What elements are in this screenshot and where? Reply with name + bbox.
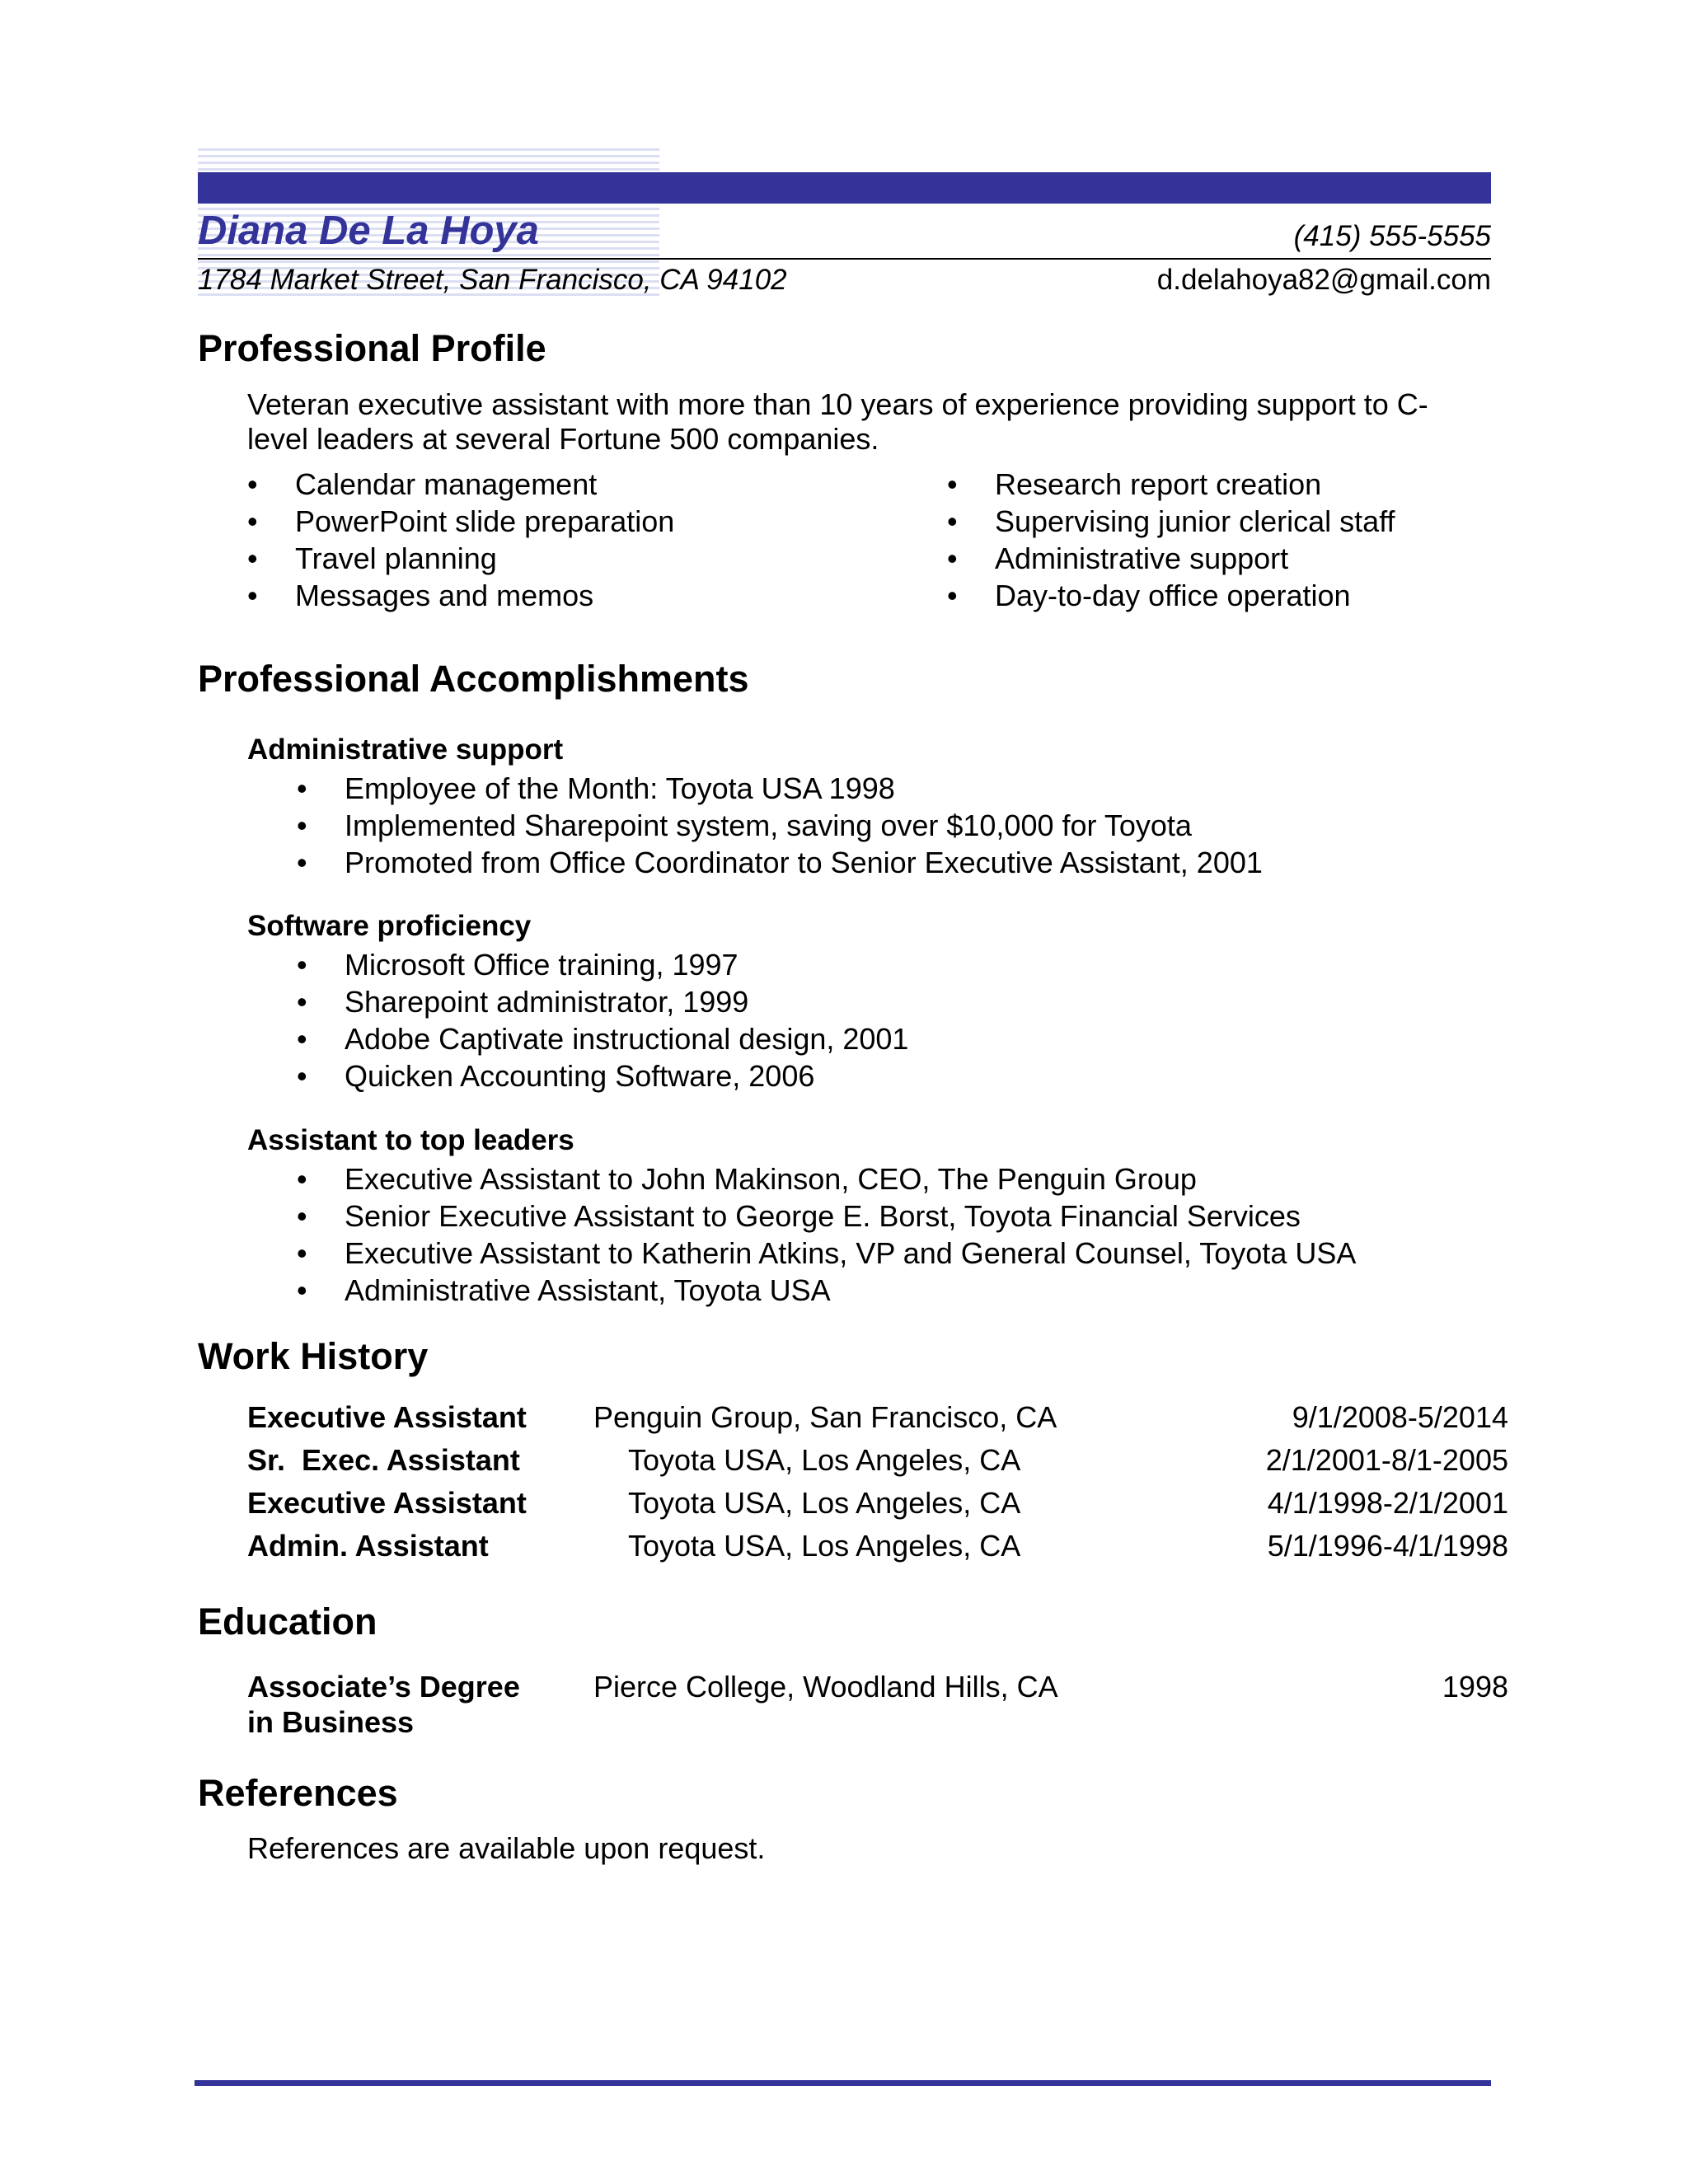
job-title: Executive Assistant xyxy=(247,1486,527,1520)
skill-item: • Research report creation xyxy=(995,466,1395,503)
work-history-row xyxy=(247,1439,1508,1482)
accomplishment-item: • Sharepoint administrator, 1999 xyxy=(345,983,908,1020)
job-dates: 9/1/2008-5/2014 xyxy=(1292,1400,1508,1434)
accomplishment-item: • Executive Assistant to John Makinson, CEO, The Penguin Group xyxy=(345,1160,1356,1197)
job-company: Penguin Group, San Francisco, CA xyxy=(593,1400,1057,1434)
accomplishment-group-heading: Software proficiency xyxy=(247,910,532,942)
accomplishment-group-heading: Assistant to top leaders xyxy=(247,1124,574,1156)
header-divider xyxy=(198,258,1491,260)
accomplishment-item: • Employee of the Month: Toyota USA 1998 xyxy=(345,770,1263,807)
header-accent-bar xyxy=(198,172,1491,204)
accomplishment-item: • Quicken Accounting Software, 2006 xyxy=(345,1057,908,1094)
accomplishment-item: • Implemented Sharepoint system, saving over $10,000 for Toyota xyxy=(345,807,1263,844)
skill-item: • Day-to-day office operation xyxy=(995,577,1395,614)
job-dates: 4/1/1998-2/1/2001 xyxy=(1267,1486,1508,1520)
email-address: d.delahoya82@gmail.com xyxy=(1156,264,1491,296)
street-address: 1784 Market Street, San Francisco, CA 94102 xyxy=(198,264,787,296)
accomplishment-item: • Microsoft Office training, 1997 xyxy=(345,946,908,983)
accomplishment-list xyxy=(345,770,1263,881)
work-history-row xyxy=(247,1525,1508,1568)
skill-item: • Messages and memos xyxy=(295,577,674,614)
accomplishment-item: • Senior Executive Assistant to George E. Borst, Toyota Financial Services xyxy=(345,1197,1356,1235)
skill-item: • PowerPoint slide preparation xyxy=(295,503,674,540)
skills-list-right xyxy=(995,466,1395,614)
work-history-row xyxy=(247,1396,1508,1439)
skills-list-left xyxy=(295,466,674,614)
section-title-references: References xyxy=(198,1772,398,1814)
accomplishment-item: • Promoted from Office Coordinator to Senior Executive Assistant, 2001 xyxy=(345,844,1263,881)
job-title: Sr. Exec. Assistant xyxy=(247,1443,520,1477)
accomplishment-list xyxy=(345,1160,1356,1309)
phone-number: (415) 555-5555 xyxy=(1293,220,1491,252)
accomplishment-item: • Administrative Assistant, Toyota USA xyxy=(345,1272,1356,1309)
skill-item: • Travel planning xyxy=(295,540,674,577)
skill-item: • Administrative support xyxy=(995,540,1395,577)
section-title-accomplishments: Professional Accomplishments xyxy=(198,658,749,700)
section-title-work-history: Work History xyxy=(198,1335,429,1377)
job-company: Toyota USA, Los Angeles, CA xyxy=(628,1443,1021,1477)
section-title-profile: Professional Profile xyxy=(198,327,546,369)
job-company: Toyota USA, Los Angeles, CA xyxy=(628,1486,1021,1520)
skill-item: • Calendar management xyxy=(295,466,674,503)
work-history-row xyxy=(247,1482,1508,1525)
job-dates: 2/1/2001-8/1-2005 xyxy=(1265,1443,1508,1477)
accomplishment-item: • Executive Assistant to Katherin Atkins, VP and General Counsel, Toyota USA xyxy=(345,1235,1356,1272)
references-text: References are available upon request. xyxy=(247,1831,766,1865)
skill-item: • Supervising junior clerical staff xyxy=(995,503,1395,540)
job-company: Toyota USA, Los Angeles, CA xyxy=(628,1529,1021,1563)
candidate-name: Diana De La Hoya xyxy=(198,209,539,253)
degree-name: Associate’s Degree in Business xyxy=(247,1670,520,1739)
accomplishment-group-heading: Administrative support xyxy=(247,733,564,766)
section-title-education: Education xyxy=(198,1601,377,1643)
job-title: Admin. Assistant xyxy=(247,1529,489,1563)
footer-accent-bar xyxy=(195,2080,1491,2086)
school-name: Pierce College, Woodland Hills, CA xyxy=(593,1670,1058,1704)
profile-summary: Veteran executive assistant with more than 10 years of experience providing support to C-level leaders at several Fortune 500 companies. xyxy=(247,387,1428,456)
job-dates: 5/1/1996-4/1/1998 xyxy=(1267,1529,1508,1563)
job-title: Executive Assistant xyxy=(247,1400,527,1434)
graduation-year: 1998 xyxy=(1442,1670,1508,1704)
accomplishment-item: • Adobe Captivate instructional design, 2001 xyxy=(345,1020,908,1057)
accomplishment-list xyxy=(345,946,908,1094)
